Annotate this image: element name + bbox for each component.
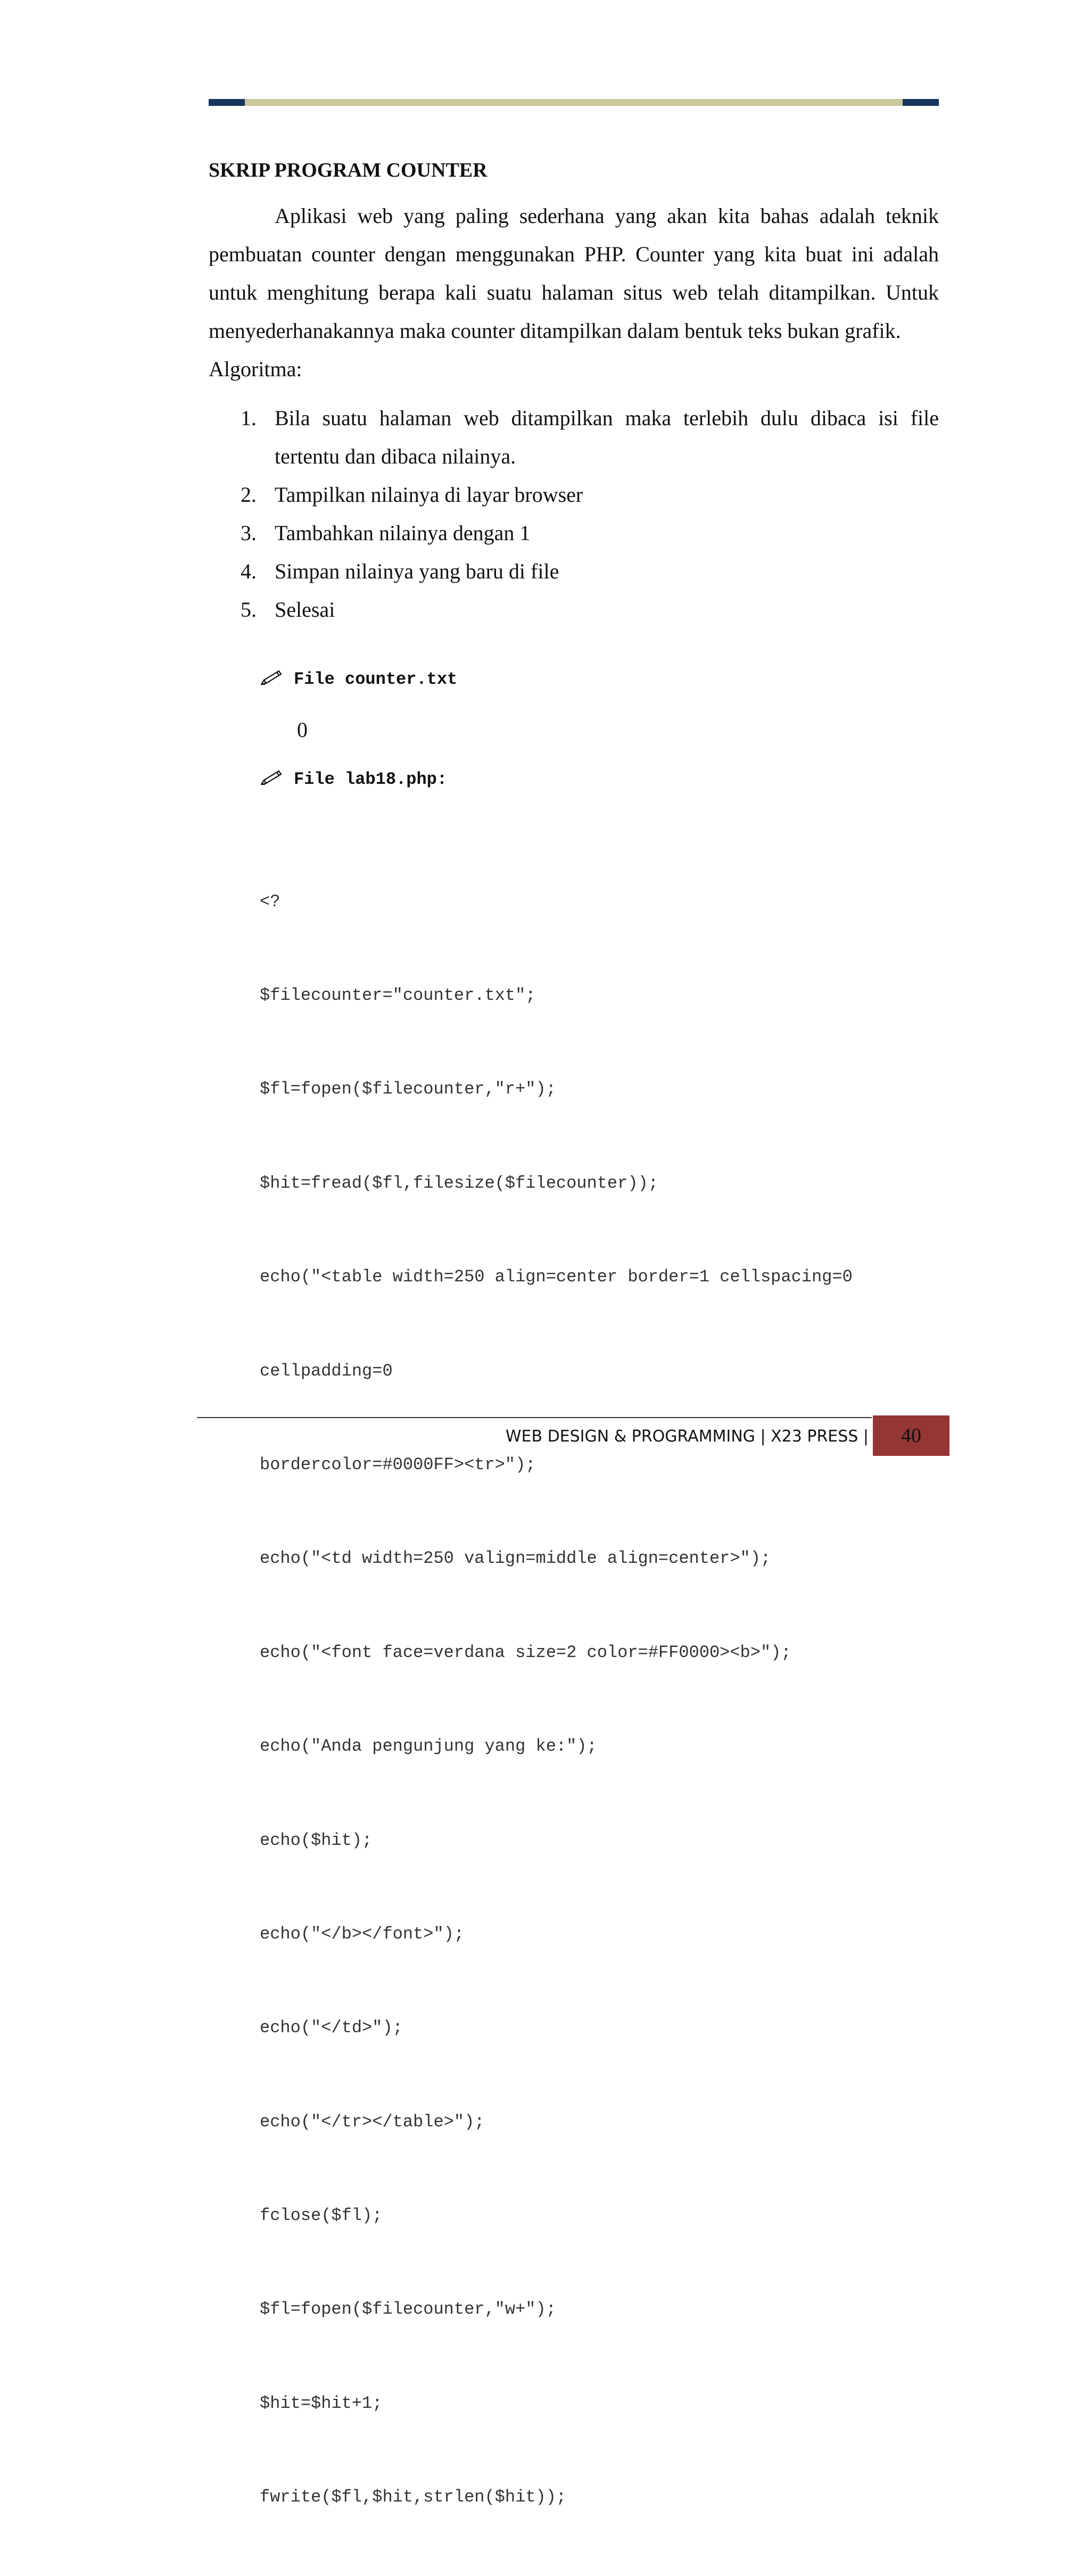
file-heading-counter-txt: [260, 666, 939, 693]
code-line: $hit=$hit+1;: [260, 2393, 383, 2413]
algorithm-label: Algoritma:: [209, 357, 302, 381]
step-number: 3.: [241, 521, 257, 545]
code-line: <?: [260, 891, 280, 912]
file-heading-lab18-php: [260, 766, 939, 793]
step-text: Tampilkan nilainya di layar browser: [275, 483, 583, 507]
pencil-icon: [260, 668, 283, 688]
footer-text: WEB DESIGN & PROGRAMMING | X23 PRESS |: [505, 1427, 869, 1446]
code-line: $fl=fopen($filecounter,"r+");: [260, 1079, 556, 1099]
step-number: 5.: [241, 598, 257, 622]
code-line: echo($hit);: [260, 1830, 373, 1850]
step-number: 4.: [241, 559, 257, 583]
page-number-box: [873, 1415, 949, 1456]
algorithm-steps: [209, 399, 939, 629]
algorithm-step: [209, 514, 939, 552]
algorithm-step: [209, 399, 939, 476]
code-line: echo("</b></font>");: [260, 1924, 465, 1944]
pencil-icon: [260, 768, 283, 788]
header-rule-right-cap: [903, 99, 939, 106]
footer-rule: [197, 1417, 872, 1418]
code-line: echo("</tr></table>");: [260, 2111, 485, 2132]
page-content: [209, 154, 939, 2576]
header-rule: [209, 99, 939, 106]
code-line: bordercolor=#0000FF><tr>");: [260, 1454, 536, 1475]
code-line: $filecounter="counter.txt";: [260, 985, 536, 1005]
file-value: 0: [297, 718, 308, 742]
step-text: Tambahkan nilainya dengan 1: [275, 521, 531, 545]
step-text: Bila suatu halaman web ditampilkan maka terlebih dulu dibaca isi file tertentu dan dibaca nilainya.: [275, 406, 939, 468]
step-text: Selesai: [275, 598, 335, 622]
file-label: File lab18.php:: [294, 769, 448, 789]
step-number: 2.: [241, 483, 257, 507]
page-number: 40: [901, 1424, 921, 1447]
code-line: cellpadding=0: [260, 1361, 393, 1381]
code-block: [260, 824, 939, 2576]
algorithm-step: [209, 591, 939, 629]
code-line: echo("<td width=250 valign=middle align=center>");: [260, 1548, 771, 1569]
algorithm-step: [209, 476, 939, 514]
file-label: File counter.txt: [294, 669, 458, 689]
code-line: $fl=fopen($filecounter,"w+");: [260, 2299, 556, 2320]
header-rule-left-cap: [209, 99, 245, 106]
code-line: fwrite($fl,$hit,strlen($hit));: [260, 2487, 567, 2507]
code-line: echo("Anda pengunjung yang ke:");: [260, 1736, 597, 1757]
intro-paragraph: Aplikasi web yang paling sederhana yang akan kita bahas adalah teknik pembuatan counter dengan menggunakan PHP. Counter yang kita buat ini adalah untuk menghitung berapa kali suatu halaman situs web telah ditampilkan. Untuk menyederhanakannya maka counter ditampilkan dalam bentuk teks bukan grafik.: [209, 204, 939, 343]
code-line: echo("<table width=250 align=center border=1 cellspacing=0: [260, 1267, 853, 1287]
step-text: Simpan nilainya yang baru di file: [275, 559, 559, 583]
code-line: $hit=fread($fl,filesize($filecounter));: [260, 1173, 658, 1193]
code-line: fclose($fl);: [260, 2206, 383, 2226]
algorithm-step: [209, 552, 939, 591]
code-line: echo("</td>");: [260, 2018, 403, 2038]
code-line: echo("<font face=verdana size=2 color=#FF0000><b>");: [260, 1642, 791, 1662]
section-title: SKRIP PROGRAM COUNTER: [209, 159, 488, 181]
step-number: 1.: [241, 406, 257, 430]
